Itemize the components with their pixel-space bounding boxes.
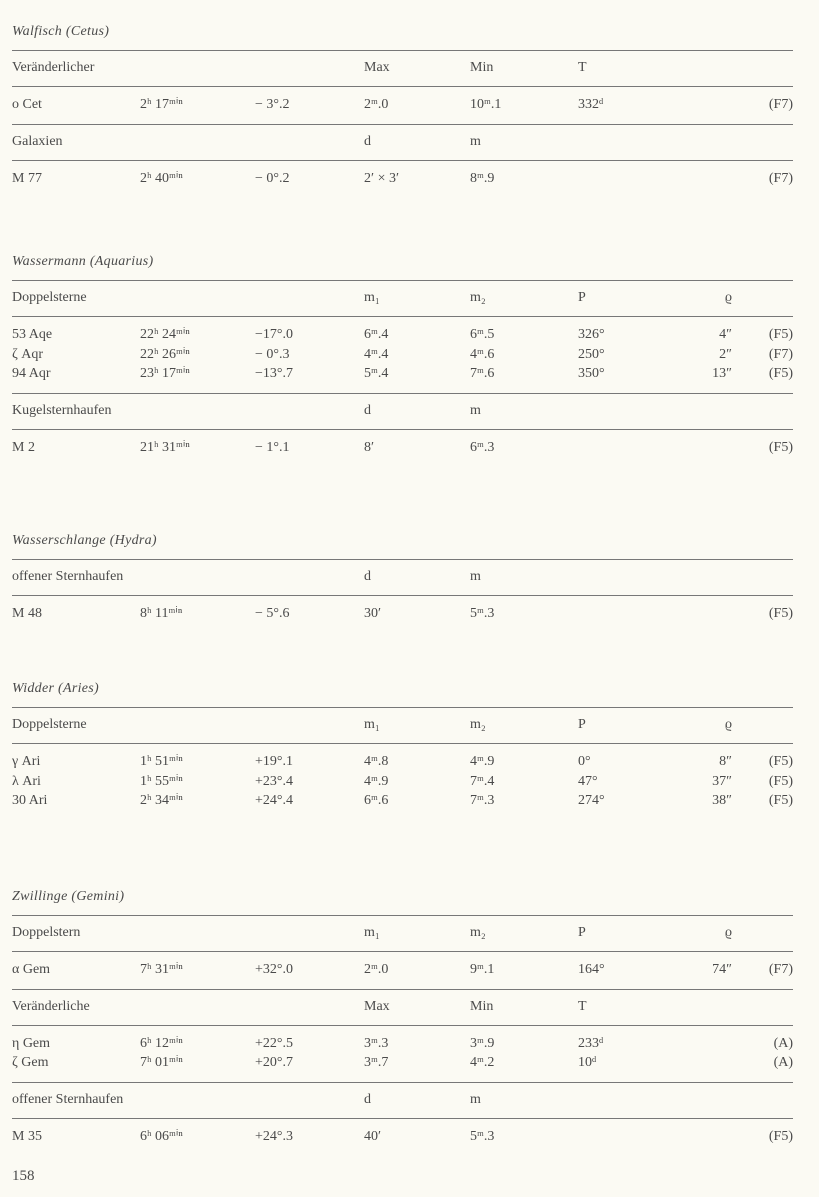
cell-object-name: M 2 [12,439,35,455]
column-header-object-name: Kugelsternhaufen [12,402,112,418]
column-header-value-2: m₂ [470,717,486,732]
group-header [12,280,793,316]
cell-value-2: 7ᵐ.3 [470,793,495,808]
column-header-value-1: d [364,133,371,149]
cell-object-name: ζ Gem [12,1055,49,1070]
table-row [12,1127,793,1147]
table-row [12,791,793,811]
column-header-value-1: m₁ [364,925,380,940]
section-title: Wasserschlange (Hydra) [12,533,157,548]
header-row [12,1091,793,1109]
table-row [12,438,793,458]
table-row [12,1053,793,1073]
cell-reference: (F5) [768,1128,793,1144]
cell-value-1: 5ᵐ.4 [364,366,389,381]
cell-declination: − 5°.6 [255,606,290,621]
table-row [12,772,793,792]
cell-object-name: γ Ari [12,754,41,769]
cell-value-3: 326° [578,327,605,342]
cell-value-3: 10ᵈ [578,1055,597,1070]
header-row [12,133,793,151]
cell-declination: +19°.1 [255,754,293,769]
cell-object-name: 53 Aqe [12,327,53,342]
cell-declination: − 0°.3 [255,346,290,362]
cell-value-1: 30′ [364,606,382,621]
cell-value-2: 10ᵐ.1 [470,97,502,112]
cell-reference: (F7) [768,97,793,112]
cell-value-1: 3ᵐ.3 [364,1035,389,1051]
cell-value-1: 6ᵐ.4 [364,327,389,342]
constellation-section [12,531,793,633]
cell-declination: +24°.4 [255,793,293,808]
column-header-value-1: d [364,1091,371,1107]
cell-value-1: 2ᵐ.0 [364,97,389,112]
group-body [12,1025,793,1082]
column-header-object-name: Galaxien [12,133,63,149]
column-header-value-3: T [578,60,587,75]
cell-value-1: 4ᵐ.4 [364,346,389,362]
column-header-value-2: m [470,569,481,584]
column-header-value-3: T [578,998,587,1014]
table-row [12,604,793,624]
cell-declination: −17°.0 [255,327,293,342]
cell-value-3: 164° [578,962,605,977]
table-row [12,364,793,384]
column-header-object-name: Veränderlicher [12,60,95,75]
cell-value-4: 4″ [719,327,732,342]
header-row [12,924,793,942]
cell-value-2: 5ᵐ.3 [470,1128,495,1144]
page-number: 158 [12,1168,35,1184]
table-row [12,1034,793,1054]
cell-value-1: 40′ [364,1128,382,1144]
group-body [12,595,793,633]
cell-value-3: 0° [578,754,591,769]
column-header-value-1: Max [364,998,390,1014]
cell-declination: − 1°.1 [255,439,290,455]
cell-value-4: 74″ [712,962,732,977]
cell-declination: +23°.4 [255,773,293,789]
table-row [12,960,793,980]
column-header-value-1: d [364,402,371,418]
cell-reference: (F5) [768,439,793,455]
cell-value-2: 7ᵐ.4 [470,773,495,789]
cell-reference: (F7) [768,170,793,186]
cell-right-ascension: 7ʰ 31ᵐⁱⁿ [140,962,183,977]
constellation-section [12,252,793,466]
cell-value-3: 350° [578,366,605,381]
column-header-value-2: m [470,1091,481,1107]
cell-value-2: 6ᵐ.3 [470,439,495,455]
cell-object-name: M 77 [12,170,42,186]
cell-reference: (F5) [768,327,793,342]
column-header-value-2: m₂ [470,925,486,940]
header-row [12,568,793,586]
cell-value-3: 274° [578,793,605,808]
table-row [12,345,793,365]
cell-right-ascension: 7ʰ 01ᵐⁱⁿ [140,1055,183,1070]
column-header-object-name: Doppelstern [12,925,81,940]
section-title: Widder (Aries) [12,681,100,696]
group-body [12,429,793,467]
cell-value-2: 5ᵐ.3 [470,606,495,621]
cell-right-ascension: 21ʰ 31ᵐⁱⁿ [140,439,190,455]
cell-object-name: o Cet [12,97,42,112]
cell-object-name: η Gem [12,1035,51,1051]
cell-declination: +24°.3 [255,1128,293,1144]
column-header-object-name: Veränderliche [12,998,90,1014]
column-header-value-2: Min [470,998,494,1014]
header-row [12,716,793,734]
column-header-value-2: m₂ [470,290,486,305]
column-header-value-3: P [578,925,586,940]
group-header [12,915,793,951]
cell-value-2: 4ᵐ.6 [470,346,495,362]
group-header [12,50,793,86]
cell-value-3: 233ᵈ [578,1035,604,1051]
cell-right-ascension: 1ʰ 55ᵐⁱⁿ [140,773,183,789]
group-body [12,86,793,124]
column-header-value-4: ϱ [724,290,732,305]
cell-value-1: 6ᵐ.6 [364,793,389,808]
cell-reference: (A) [773,1035,793,1051]
cell-value-2: 4ᵐ.2 [470,1055,495,1070]
cell-value-4: 2″ [719,346,732,362]
constellation-section [12,679,793,820]
cell-value-1: 8′ [364,439,375,455]
column-header-value-2: m [470,133,481,149]
column-header-value-4: ϱ [724,717,732,732]
cell-declination: − 3°.2 [255,97,290,112]
cell-value-4: 38″ [712,793,732,808]
group-header [12,393,793,429]
constellation-section [12,22,793,197]
group-body [12,1118,793,1156]
column-header-object-name: Doppelsterne [12,290,87,305]
cell-reference: (F5) [768,793,793,808]
cell-object-name: M 48 [12,606,42,621]
cell-right-ascension: 2ʰ 40ᵐⁱⁿ [140,170,183,186]
column-header-object-name: Doppelsterne [12,717,87,732]
group-body [12,316,793,393]
section-title: Walfisch (Cetus) [12,24,110,39]
cell-reference: (F5) [768,773,793,789]
column-header-value-3: P [578,290,586,305]
cell-object-name: α Gem [12,962,51,977]
column-header-value-2: Min [470,60,494,75]
column-header-value-2: m [470,402,481,418]
constellation-section [12,887,793,1155]
column-header-object-name: offener Sternhaufen [12,569,124,584]
cell-value-3: 332ᵈ [578,97,604,112]
cell-value-4: 8″ [719,754,732,769]
cell-value-2: 4ᵐ.9 [470,754,495,769]
cell-object-name: ζ Aqr [12,346,44,362]
cell-right-ascension: 6ʰ 12ᵐⁱⁿ [140,1035,183,1051]
cell-right-ascension: 22ʰ 24ᵐⁱⁿ [140,327,190,342]
table-row [12,95,793,115]
table-row [12,169,793,189]
cell-object-name: 94 Aqr [12,366,51,381]
group-body [12,743,793,820]
cell-value-2: 9ᵐ.1 [470,962,495,977]
cell-declination: − 0°.2 [255,170,290,186]
cell-value-3: 250° [578,346,605,362]
cell-value-2: 6ᵐ.5 [470,327,495,342]
cell-reference: (F5) [768,606,793,621]
cell-value-1: 3ᵐ.7 [364,1055,389,1070]
cell-reference: (F5) [768,366,793,381]
cell-object-name: 30 Ari [12,793,48,808]
cell-value-4: 13″ [712,366,732,381]
cell-right-ascension: 2ʰ 34ᵐⁱⁿ [140,793,183,808]
group-header [12,124,793,160]
cell-reference: (F7) [768,962,793,977]
header-row [12,402,793,420]
cell-value-1: 2′ × 3′ [364,170,400,186]
cell-right-ascension: 6ʰ 06ᵐⁱⁿ [140,1128,183,1144]
cell-value-2: 3ᵐ.9 [470,1035,495,1051]
group-body [12,951,793,989]
cell-declination: +32°.0 [255,962,293,977]
cell-declination: −13°.7 [255,366,293,381]
cell-right-ascension: 22ʰ 26ᵐⁱⁿ [140,346,190,362]
column-header-value-3: P [578,717,586,732]
cell-declination: +20°.7 [255,1055,293,1070]
table-row [12,752,793,772]
cell-reference: (F5) [768,754,793,769]
cell-value-1: 2ᵐ.0 [364,962,389,977]
group-header [12,707,793,743]
cell-value-3: 47° [578,773,598,789]
cell-declination: +22°.5 [255,1035,293,1051]
cell-value-1: 4ᵐ.8 [364,754,389,769]
cell-object-name: λ Ari [12,773,41,789]
cell-right-ascension: 1ʰ 51ᵐⁱⁿ [140,754,183,769]
section-title: Wassermann (Aquarius) [12,254,154,269]
cell-value-1: 4ᵐ.9 [364,773,389,789]
section-title: Zwillinge (Gemini) [12,889,125,904]
column-header-value-1: m₁ [364,290,380,305]
column-header-object-name: offener Sternhaufen [12,1091,124,1107]
cell-object-name: M 35 [12,1128,42,1144]
table-row [12,325,793,345]
cell-right-ascension: 23ʰ 17ᵐⁱⁿ [140,366,190,381]
column-header-value-4: ϱ [724,925,732,940]
group-header [12,559,793,595]
column-header-value-1: m₁ [364,717,380,732]
cell-right-ascension: 2ʰ 17ᵐⁱⁿ [140,97,183,112]
header-row [12,998,793,1016]
header-row [12,289,793,307]
group-body [12,160,793,198]
cell-value-2: 7ᵐ.6 [470,366,495,381]
group-header [12,1082,793,1118]
group-header [12,989,793,1025]
cell-reference: (F7) [768,346,793,362]
column-header-value-1: Max [364,60,390,75]
cell-value-2: 8ᵐ.9 [470,170,495,186]
cell-right-ascension: 8ʰ 11ᵐⁱⁿ [140,606,183,621]
header-row [12,59,793,77]
cell-reference: (A) [773,1055,793,1070]
cell-value-4: 37″ [712,773,732,789]
column-header-value-1: d [364,569,371,584]
